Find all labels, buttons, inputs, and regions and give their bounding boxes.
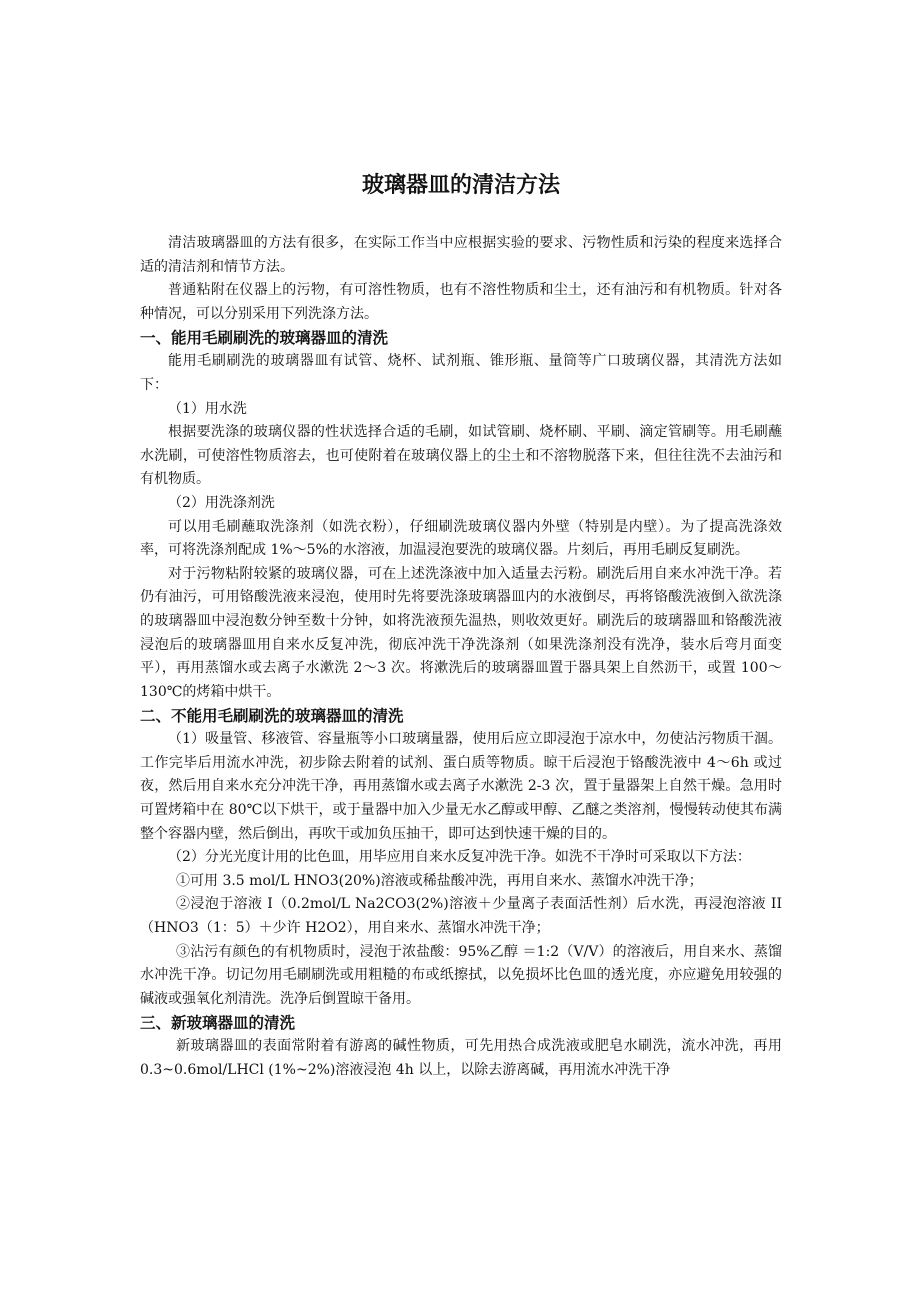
section-1-closing-paragraph: 对于污物粘附较紧的玻璃仪器，可在上述洗涤液中加入适量去污粉。刷洗后用自来水冲洗干净。若仍有油污，可用铬酸洗液来浸泡，使用时先将要洗涤玻璃器皿内的水液倒尽，再将铬酸洗液倒入欲洗涤的玻璃器皿中浸泡数分钟至数十分钟，如将洗液预先温热，则收效更好。刷洗后的玻璃器皿和铬酸洗液浸泡后的玻璃器皿用自来水反复冲洗，彻底冲洗干净洗涤剂（如果洗涤剂没有洗净，装水后弯月面变平），再用蒸馏水或去离子水漱洗 2～3 次。将漱洗后的玻璃器皿置于器具架上自然沥干，或置 100～130℃的烤箱中烘干。 xyxy=(140,565,782,700)
page-title: 玻璃器皿的清洁方法 xyxy=(361,173,560,198)
section-3-heading: 三、新玻璃器皿的清洗 xyxy=(140,1014,296,1033)
section-3-paragraph: 新玻璃器皿的表面常附着有游离的碱性物质，可先用热合成洗液或肥皂水刷洗，流水冲洗，再用 0.3~0.6mol/LHCl (1%~2%)溶液浸泡 4h 以上，以除去游离碱，再用流水冲洗干净 xyxy=(140,1038,782,1078)
section-2-paragraph-2: （2）分光光度计用的比色皿，用毕应用自来水反复冲洗干净。如洗不干净时可采取以下方法： xyxy=(168,849,751,866)
section-2-paragraph-1: （1）吸量管、移液管、容量瓶等小口玻璃量器，使用后应立即浸泡于凉水中，勿使沾污物质干涸。工作完毕后用流水冲洗，初步除去附着的试剂、蛋白质等物质。晾干后浸泡于铬酸洗液中 4～6h 或过夜，然后用自来水充分冲洗干净，再用蒸馏水或去离子水漱洗 2-3 次，置于量器架上自然干燥。急用时可置烤箱中在 80℃以下烘干，或于量器中加入少量无水乙醇或甲醇、乙醚之类溶剂，慢慢转动使其布满整个容器内壁，然后倒出，再吹干或加负压抽干，即可达到快速干燥的目的。 xyxy=(140,731,782,842)
intro-paragraph-2: 普通粘附在仪器上的污物，有可溶性物质，也有不溶性物质和尘土，还有油污和有机物质。针对各种情况，可以分别采用下列洗涤方法。 xyxy=(140,282,782,322)
section-1-paragraph: 能用毛刷刷洗的玻璃器皿有试管、烧杯、试剂瓶、锥形瓶、量筒等广口玻璃仪器，其清洗方法如下： xyxy=(140,353,782,393)
section-2-item-3: ③沾污有颜色的有机物质时，浸泡于浓盐酸：95%乙醇 ＝1:2（V/V）的溶液后，用自来水、蒸馏水冲洗干净。切记勿用毛刷刷洗或用粗糙的布或纸擦拭，以免损坏比色皿的透光度，亦应避免用较强的碱液或强氧化剂清洗。洗净后倒置晾干备用。 xyxy=(140,943,782,1007)
section-1-heading: 一、能用毛刷刷洗的玻璃器皿的清洗 xyxy=(140,329,389,348)
section-1-sub1-label: （1）用水洗 xyxy=(168,400,247,417)
intro-paragraph-1: 清洁玻璃器皿的方法有很多，在实际工作当中应根据实验的要求、污物性质和污染的程度来选择合适的清洁剂和情节方法。 xyxy=(140,235,782,275)
section-2-heading: 二、不能用毛刷刷洗的玻璃器皿的清洗 xyxy=(140,707,404,726)
section-1-sub2-text: 可以用毛刷蘸取洗涤剂（如洗衣粉），仔细刷洗玻璃仪器内外壁（特别是内壁）。为了提高洗涤效率，可将洗涤剂配成 1%～5%的水溶液，加温浸泡要洗的玻璃仪器。片刻后，再用毛刷反复刷洗。 xyxy=(140,518,782,559)
section-2-item-1: ①可用 3.5 mol/L HNO3(20%)溶液或稀盐酸冲洗，再用自来水、蒸馏水冲洗干净； xyxy=(176,872,703,889)
document-body xyxy=(140,232,782,1083)
section-2-item-2: ②浸泡于溶液 I（0.2mol/L Na2CO3(2%)溶液＋少量离子表面活性剂）后水洗，再浸泡溶液 II（HNO3（1：5）＋少许 H2O2），用自来水、蒸馏水冲洗干净； xyxy=(140,896,782,937)
section-1-sub2-label: （2）用洗涤剂洗 xyxy=(168,494,275,511)
section-1-sub1-text: 根据要洗涤的玻璃仪器的性状选择合适的毛刷，如试管刷、烧杯刷、平刷、滴定管刷等。用毛刷蘸水洗刷，可使溶性物质溶去，也可使附着在玻璃仪器上的尘土和不溶物脱落下来，但往往洗不去油污和有机物质。 xyxy=(140,424,782,488)
